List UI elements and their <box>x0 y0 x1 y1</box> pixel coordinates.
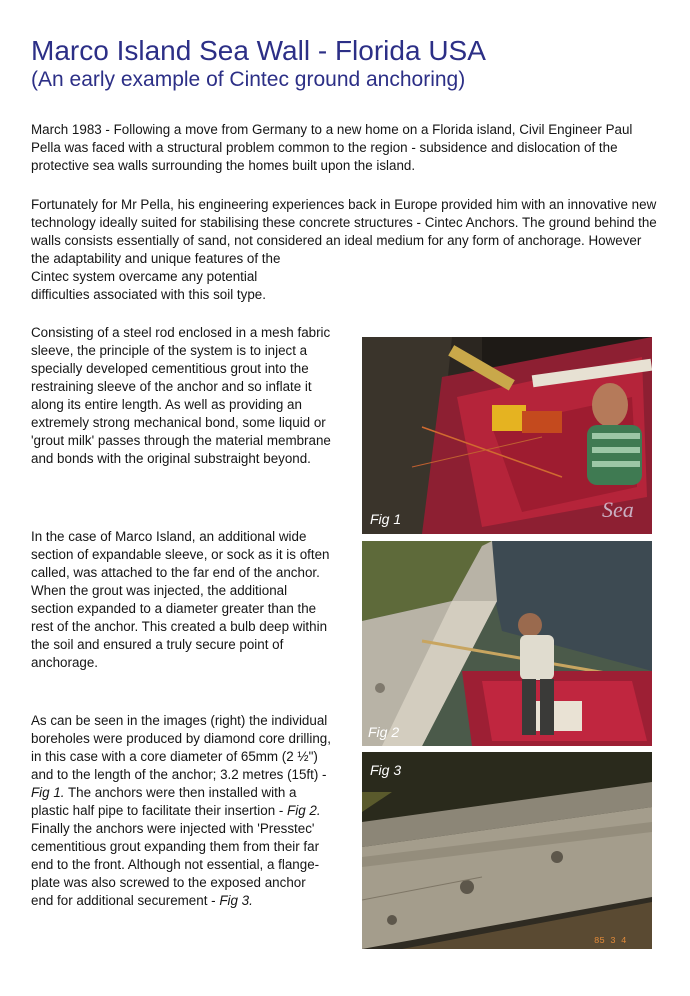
installation-photo-icon <box>362 541 652 746</box>
installation-text-b: The anchors were then installed with a plastic half pipe to facilitate their insertion - <box>31 785 297 818</box>
installation-text-c: Finally the anchors were injected with 'Presstec' cementitious grout expanding them from their far end to the front. Although not essential, a flange-plate was also screwed to the exposed anchor end for additional securement - <box>31 821 320 908</box>
figure-3-label: Fig 3 <box>370 762 402 778</box>
intro-paragraph: March 1983 - Following a move from Germany to a new home on a Florida island, Civil Engineer Paul Pella was faced with a structural problem common to the region - subsidence and dislocation of the protective sea walls surrounding the homes built upon the island. <box>31 122 633 173</box>
figure-1-drilling-photo <box>362 337 652 534</box>
fig2-reference: Fig 2. <box>287 803 321 818</box>
page-title: Marco Island Sea Wall - Florida USA <box>31 35 486 66</box>
principle-paragraph: Consisting of a steel rod enclosed in a mesh fabric sleeve, the principle of the system is to inject a specially developed cementitious grout into the restraining sleeve of the anchor and so inflate it along its entire length. As well as providing an extremely strong mechanical bond, some liquid or 'grout milk' passes through the material membrane and bonds with the original substraight beyond. <box>31 325 331 466</box>
installation-paragraph <box>31 712 331 910</box>
figure-3-sea-wall-photo <box>362 752 652 949</box>
page-subtitle: (An early example of Cintec ground anchoring) <box>31 68 466 91</box>
background-paragraph-line3: difficulties associated with this soil type. <box>31 287 266 302</box>
sea-wall-photo-icon <box>362 752 652 949</box>
boat-lettering: Sea <box>602 497 634 522</box>
figure-2-label: Fig 2 <box>368 724 400 740</box>
photo-date-stamp: 85 3 4 <box>594 936 627 946</box>
background-paragraph-line2: Cintec system overcame any potential <box>31 269 258 284</box>
background-paragraph <box>31 196 661 304</box>
background-paragraph-text: Fortunately for Mr Pella, his engineering experiences back in Europe provided him with an innovative new technology ideally suited for stabilising these concrete structures - Cintec Anchors. The ground behind the walls consists essentially of sand, not considered an ideal medium for any form of anchorage. However the adaptability and unique features of the <box>31 197 657 266</box>
fig1-reference: Fig 1. <box>31 785 65 800</box>
drilling-photo-icon <box>362 337 652 534</box>
figure-1-label: Fig 1 <box>370 511 402 527</box>
installation-text-a: As can be seen in the images (right) the individual boreholes were produced by diamond core drilling, in this case with a core diameter of 65mm (2 ½") and to the length of the anchor; 3.2 metres (15ft) - <box>31 713 331 782</box>
figure-2-installation-photo <box>362 541 652 746</box>
fig3-reference: Fig 3. <box>219 893 253 908</box>
marco-island-paragraph: In the case of Marco Island, an additional wide section of expandable sleeve, or sock as it is often called, was attached to the far end of the anchor. When the grout was injected, the additional section expanded to a diameter greater than the rest of the anchor. This created a bulb deep within the soil and ensured a truly secure point of anchorage. <box>31 529 330 670</box>
